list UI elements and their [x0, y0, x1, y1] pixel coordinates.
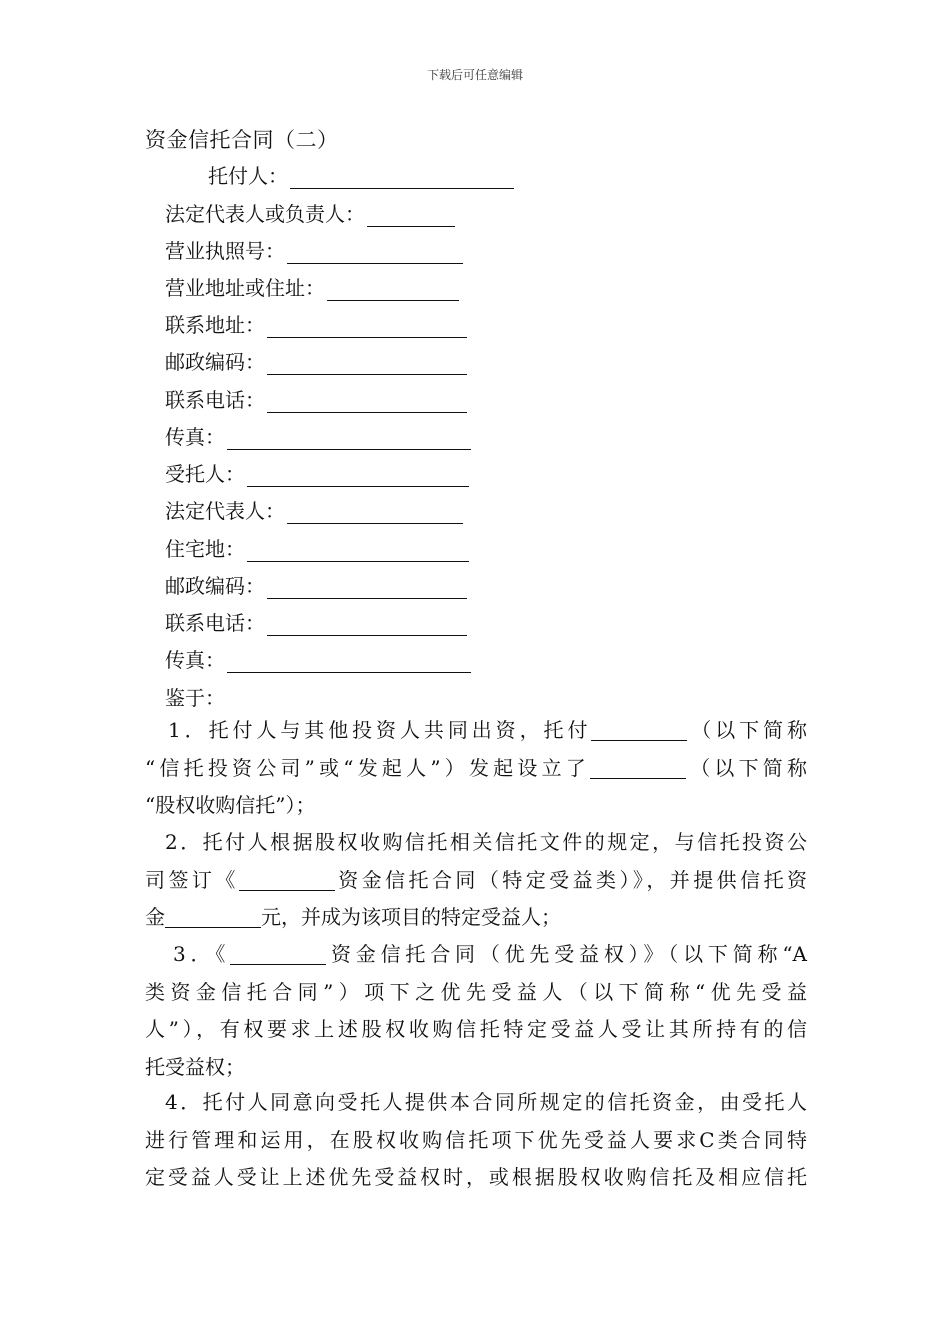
- field-fax-2: [165, 644, 471, 673]
- document-title: 资金信托合同（二）: [145, 128, 339, 152]
- field-legal-rep-or-principal: [165, 198, 455, 227]
- blank-line: [367, 206, 455, 227]
- field-business-license: [165, 235, 463, 264]
- field-phone: [165, 384, 467, 413]
- blank-line: [247, 541, 469, 562]
- clause-4-line-3: [145, 1159, 807, 1197]
- clause-4-line-2: [145, 1122, 807, 1160]
- blank-line: [227, 652, 471, 673]
- blank-line: [227, 429, 471, 450]
- field-postal-code: [165, 346, 467, 375]
- field-legal-rep: [165, 495, 463, 524]
- field-business-address: [165, 272, 459, 301]
- clause-text: 元，并成为该项目的特定受益人；: [261, 905, 561, 929]
- clause-2: [145, 824, 807, 937]
- clause-2-line-2: [145, 862, 807, 900]
- clause-3: [145, 936, 807, 1086]
- clause-4: [145, 1084, 807, 1197]
- clause-3-line-3: [145, 1011, 807, 1049]
- clause-text: 资金信托合同（特定受益类）》，并提供信托资: [334, 867, 808, 892]
- blank-line: [287, 243, 463, 264]
- clause-text: （以下简称: [685, 755, 808, 780]
- blank-line: [327, 280, 459, 301]
- blank-line: [239, 868, 335, 891]
- page-header-note: 下载后可任意编辑: [426, 68, 523, 82]
- blank-line: [165, 905, 261, 928]
- field-label: 法定代表人或负责人：: [165, 202, 365, 226]
- field-truster: [208, 160, 514, 189]
- clause-text: “股权收购信托”）；: [145, 793, 316, 817]
- blank-line: [267, 615, 467, 636]
- clause-1: [145, 712, 807, 825]
- blank-line: [287, 503, 463, 524]
- blank-line: [591, 718, 687, 741]
- blank-line: [267, 354, 467, 375]
- field-label: 邮政编码：: [165, 350, 265, 374]
- whereas-label: [165, 682, 225, 711]
- blank-line: [590, 756, 686, 779]
- field-label: 传真：: [165, 425, 225, 449]
- clause-3-line-1: [145, 936, 807, 974]
- clause-text: 1．托付人与其他投资人共同出资，托付: [168, 718, 592, 742]
- clause-text: 进行管理和运用，在股权收购信托项下优先受益人要求C类合同特: [145, 1127, 807, 1152]
- blank-line: [290, 168, 514, 189]
- field-label: 法定代表人：: [165, 499, 285, 523]
- clause-text: （以下简称: [687, 718, 807, 742]
- clause-text: 类资金信托合同”）项下之优先受益人（以下简称“优先受益: [145, 979, 807, 1004]
- clause-2-line-1: [145, 824, 807, 862]
- clause-text: 托受益权；: [145, 1054, 245, 1079]
- field-label: 邮政编码：: [165, 574, 265, 598]
- field-label: 传真：: [165, 648, 225, 672]
- clause-text: 3．《: [173, 942, 231, 966]
- blank-line: [267, 578, 467, 599]
- clause-3-line-2: [145, 974, 807, 1012]
- clause-1-line-1: [145, 712, 807, 750]
- field-label: 住宅地：: [165, 537, 245, 561]
- clause-text: 金: [145, 905, 165, 929]
- clause-1-line-2: [145, 750, 807, 788]
- field-fax: [165, 421, 471, 450]
- blank-line: [267, 317, 467, 338]
- clause-text: 4．托付人同意向受托人提供本合同所规定的信托资金，由受托人: [165, 1090, 807, 1114]
- field-label: 联系地址：: [165, 313, 265, 337]
- field-postal-code-2: [165, 570, 467, 599]
- field-residence: [165, 533, 469, 562]
- clause-3-line-4: [145, 1049, 807, 1087]
- clause-text: 资金信托合同（优先受益权）》（以下简称“A: [326, 942, 807, 966]
- clause-1-line-3: [145, 787, 807, 825]
- field-label: 联系电话：: [165, 388, 265, 412]
- field-label: 受托人：: [165, 462, 245, 486]
- whereas-text: 鉴于：: [165, 686, 225, 710]
- clause-text: 2．托付人根据股权收购信托相关信托文件的规定，与信托投资公: [165, 830, 807, 854]
- field-label: 营业执照号：: [165, 239, 285, 263]
- clause-text: 人”），有权要求上述股权收购信托特定受益人受让其所持有的信: [145, 1017, 807, 1041]
- field-label: 托付人：: [208, 164, 288, 188]
- field-label: 营业地址或住址：: [165, 276, 325, 300]
- blank-line: [247, 466, 469, 487]
- blank-line: [267, 392, 467, 413]
- blank-line: [230, 942, 326, 965]
- field-phone-2: [165, 607, 467, 636]
- clause-4-line-1: [145, 1084, 807, 1122]
- field-trustee: [165, 458, 469, 487]
- clause-text: 定受益人受让上述优先受益权时，或根据股权收购信托及相应信托: [145, 1165, 807, 1189]
- clause-text: 司签订《: [145, 867, 239, 892]
- clause-2-line-3: [145, 899, 807, 937]
- field-contact-address: [165, 309, 467, 338]
- field-label: 联系电话：: [165, 611, 265, 635]
- clause-text: “信托投资公司”或“发起人”）发起设立了: [145, 755, 590, 780]
